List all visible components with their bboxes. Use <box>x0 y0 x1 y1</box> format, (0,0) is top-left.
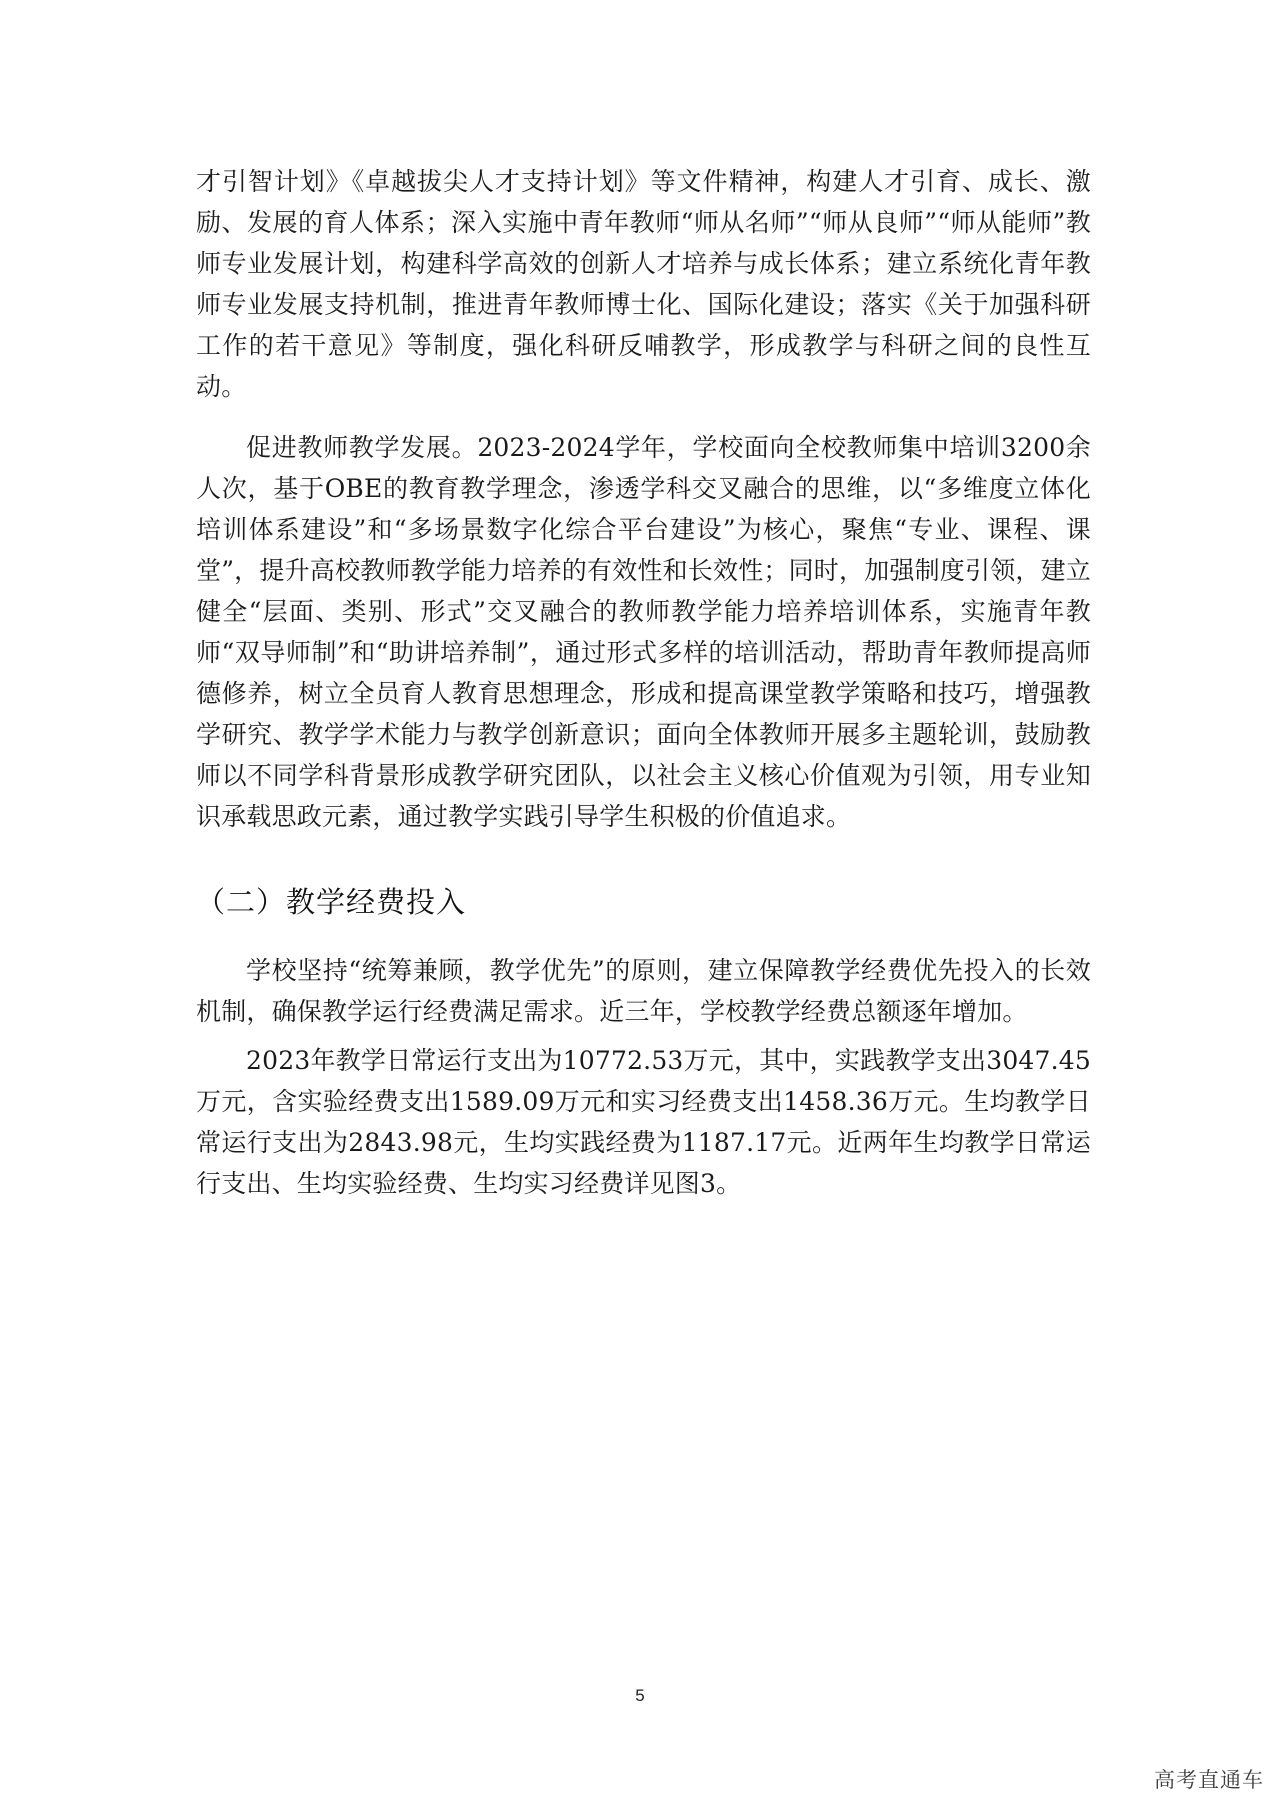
paragraph-talent-system <box>196 161 1091 407</box>
paragraph-text: 促进教师教学发展。2023-2024学年，学校面向全校教师集中培训3200余人次，基于OBE的教育教学理念，渗透学科交叉融合的思维，以“多维度立体化培训体系建设”和“多场景数字化综合平台建设”为核心，聚焦“专业、课程、课堂”，提升高校教师教学能力培养的有效性和长效性；同时，加强制度引领，建立健全“层面、类别、形式”交叉融合的教师教学能力培养培训体系，实施青年教师“双导师制”和“助讲培养制”，通过形式多样的培训活动，帮助青年教师提高师德修养，树立全员育人教育思想理念，形成和提高课堂教学策略和技巧，增强教学研究、教学学术能力与教学创新意识；面向全体教师开展多主题轮训，鼓励教师以不同学科背景形成教学研究团队，以社会主义核心价值观为引领，用专业知识承载思政元素，通过教学实践引导学生积极的价值追求。 <box>196 433 1091 831</box>
page-number: 5 <box>635 1686 645 1705</box>
paragraph-funding-figures <box>196 1040 1091 1204</box>
paragraph-teacher-development <box>196 427 1091 837</box>
paragraph-funding-principle <box>196 950 1091 1032</box>
paragraph-text: 才引智计划》《卓越拔尖人才支持计划》等文件精神，构建人才引育、成长、激励、发展的育人体系；深入实施中青年教师“师从名师”“师从良师”“师从能师”教师专业发展计划，构建科学高效的创新人才培养与成长体系；建立系统化青年教师专业发展支持机制，推进青年教师博士化、国际化建设；落实《关于加强科研工作的若干意见》等制度，强化科研反哺教学，形成教学与科研之间的良性互动。 <box>196 167 1091 401</box>
section-heading: （二）教学经费投入 <box>196 885 467 919</box>
paragraph-text: 2023年教学日常运行支出为10772.53万元，其中，实践教学支出3047.45万元，含实验经费支出1589.09万元和实习经费支出1458.36万元。生均教学日常运行支出为2843.98元，生均实践经费为1187.17元。近两年生均教学日常运行支出、生均实验经费、生均实习经费详见图3。 <box>196 1046 1091 1198</box>
paragraph-text: 学校坚持“统筹兼顾，教学优先”的原则，建立保障教学经费优先投入的长效机制，确保教学运行经费满足需求。近三年，学校教学经费总额逐年增加。 <box>196 956 1091 1026</box>
watermark: 高考直通车 <box>1154 1768 1264 1792</box>
